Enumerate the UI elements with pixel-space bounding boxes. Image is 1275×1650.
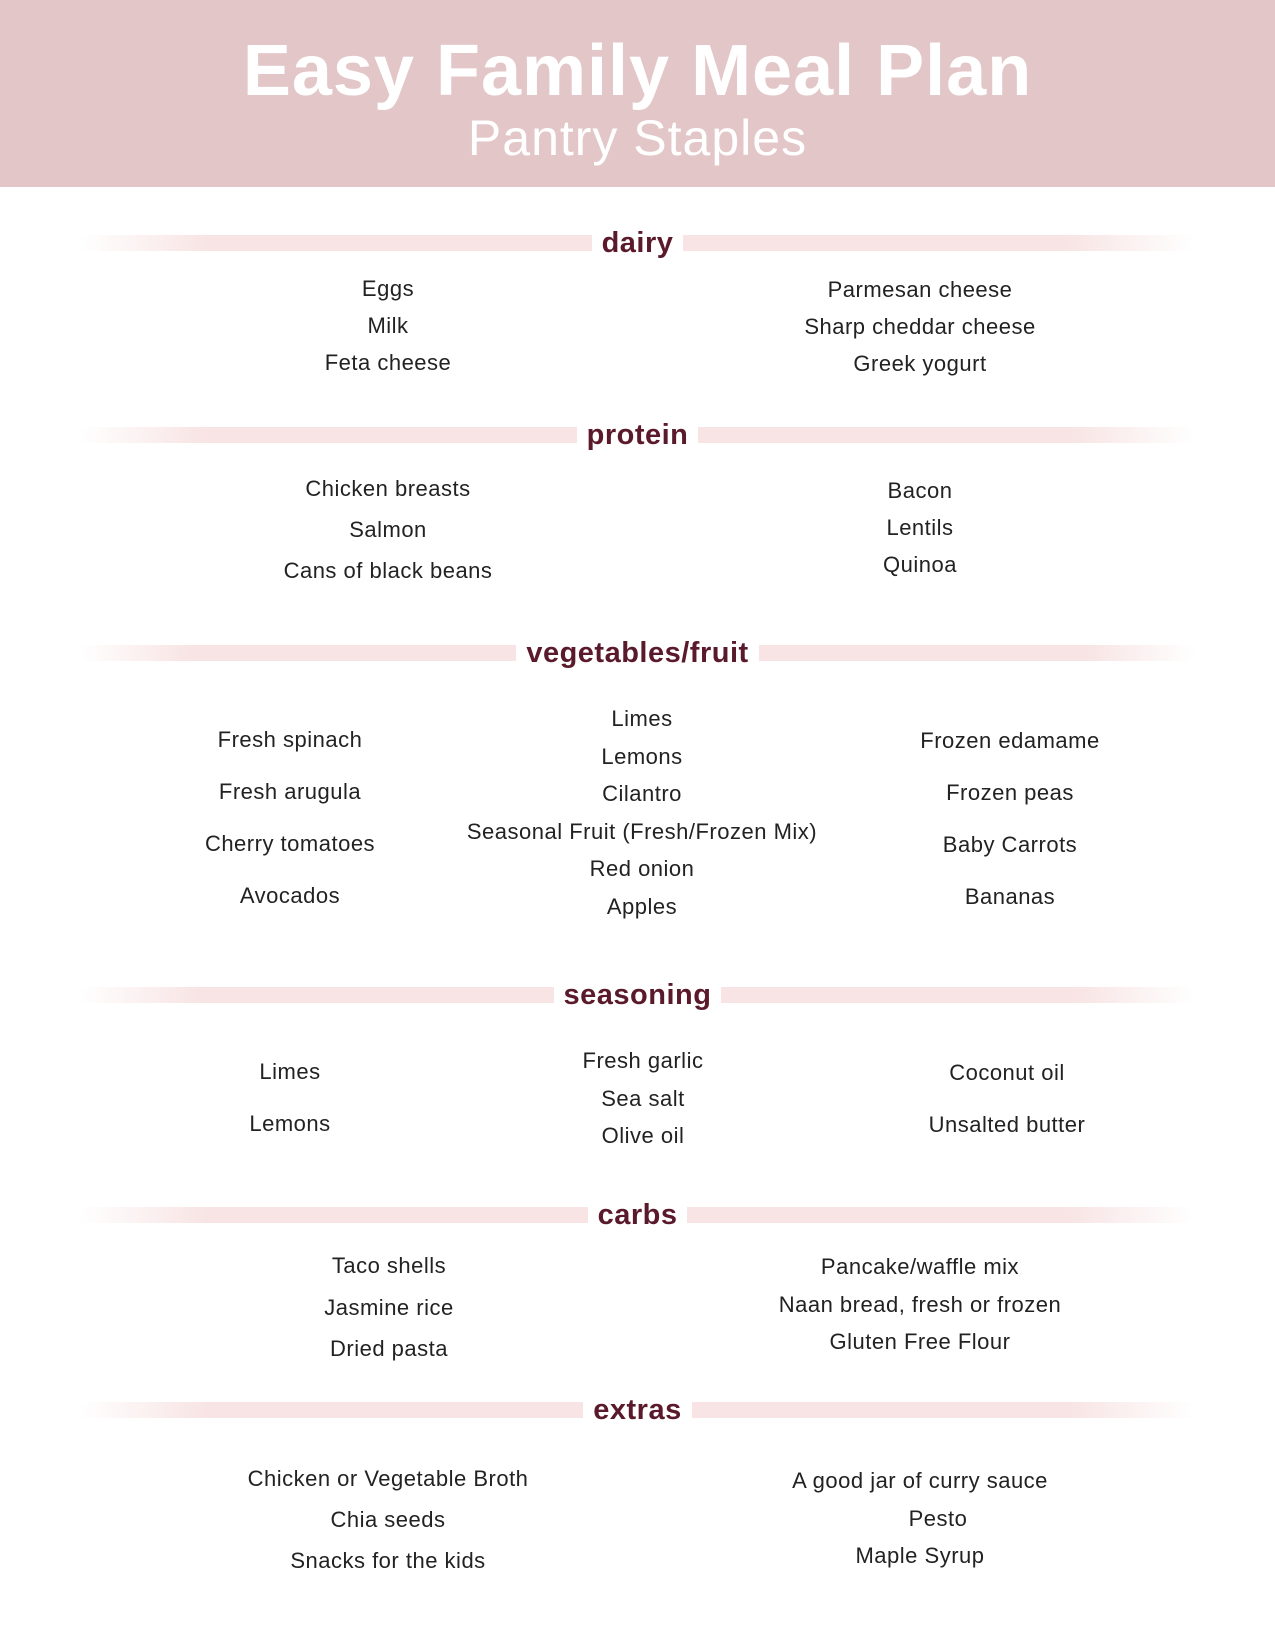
page-subtitle: Pantry Staples [467,110,808,166]
divider-right [759,645,1195,661]
list-item: Limes [259,1059,321,1084]
divider-right [692,1402,1195,1418]
list-item: Red onion [589,856,695,881]
section-heading-dairy [0,223,1275,263]
list-item: Jasmine rice [324,1294,454,1320]
list-item: Lemons [601,743,683,769]
list-item: Chicken or Vegetable Broth [247,1466,529,1491]
list-item: Baby Carrots [942,832,1078,857]
section-title: vegetables/fruit [526,636,749,669]
vegetables-list-left [140,727,440,935]
list-item: Lentils [886,515,954,540]
list-item: Limes [611,706,673,731]
list-item: Dried pasta [329,1336,448,1361]
list-item: Maple Syrup [855,1543,985,1568]
divider-left [80,645,516,661]
list-item: Fresh garlic [582,1048,704,1073]
divider-right [698,427,1195,443]
divider-left [80,1207,588,1223]
list-item: Fresh spinach [217,727,363,752]
divider-left [80,987,554,1003]
list-item: Quinoa [883,552,957,577]
list-item: Bananas [964,884,1056,909]
list-item: Sea salt [601,1085,685,1111]
section-heading-protein [0,415,1275,455]
list-item: Snacks for the kids [290,1548,486,1573]
list-item: Lemons [249,1111,331,1136]
list-item: Pancake/waffle mix [820,1254,1020,1279]
list-item: Gluten Free Flour [829,1329,1011,1354]
extras-list-right [730,1468,1110,1581]
list-item: Salmon [349,517,427,542]
divider-right [683,235,1195,251]
vegetables-list-right [860,728,1160,936]
list-item: Olive oil [601,1123,685,1148]
seasoning-list-center [493,1048,793,1161]
dairy-list-right [730,277,1110,388]
list-item: Eggs [361,276,415,301]
section-title: extras [593,1393,682,1426]
list-item: Parmesan cheese [827,277,1013,302]
list-item: Avocados [239,883,341,908]
list-item: Chia seeds [330,1507,446,1532]
list-item: Frozen edamame [920,728,1100,753]
list-item: Fresh arugula [218,779,362,804]
list-item: Cilantro [602,781,682,806]
list-item: Sharp cheddar cheese [804,314,1036,339]
divider-right [687,1207,1195,1223]
list-item: Naan bread, fresh or frozen [778,1291,1062,1317]
seasoning-list-right [857,1060,1157,1164]
divider-left [80,1402,583,1418]
list-item: Unsalted butter [928,1112,1086,1137]
section-heading-vegetables-fruit [0,633,1275,673]
section-title: carbs [597,1198,678,1231]
section-heading-carbs [0,1195,1275,1235]
header-banner [0,0,1275,187]
protein-list-left [238,476,538,599]
list-item: Greek yogurt [853,351,987,376]
list-item: Pesto [908,1505,968,1531]
page-title: Easy Family Meal Plan [242,31,1033,111]
list-item: A good jar of curry sauce [792,1468,1048,1493]
list-item: Seasonal Fruit (Fresh/Frozen Mix) [466,818,818,844]
seasoning-list-left [140,1059,440,1163]
divider-left [80,235,592,251]
section-heading-seasoning [0,975,1275,1015]
section-title: seasoning [563,978,712,1011]
carbs-list-right [730,1254,1110,1367]
vegetables-list-center [432,706,852,931]
list-item: Frozen peas [946,780,1074,805]
section-title: protein [586,418,689,451]
section-heading-extras [0,1390,1275,1430]
list-item: Milk [367,313,409,338]
list-item: Cans of black beans [283,558,493,583]
extras-list-left [208,1466,568,1589]
section-title: dairy [601,226,674,259]
divider-left [80,427,577,443]
list-item: Feta cheese [324,350,452,375]
list-item: Bacon [887,478,953,503]
protein-list-right [770,478,1070,589]
list-item: Coconut oil [949,1060,1065,1085]
carbs-list-left [239,1253,539,1378]
list-item: Taco shells [331,1253,447,1278]
dairy-list-left [238,276,538,387]
divider-right [721,987,1195,1003]
list-item: Cherry tomatoes [204,831,376,856]
list-item: Chicken breasts [305,476,471,501]
list-item: Apples [606,893,678,919]
